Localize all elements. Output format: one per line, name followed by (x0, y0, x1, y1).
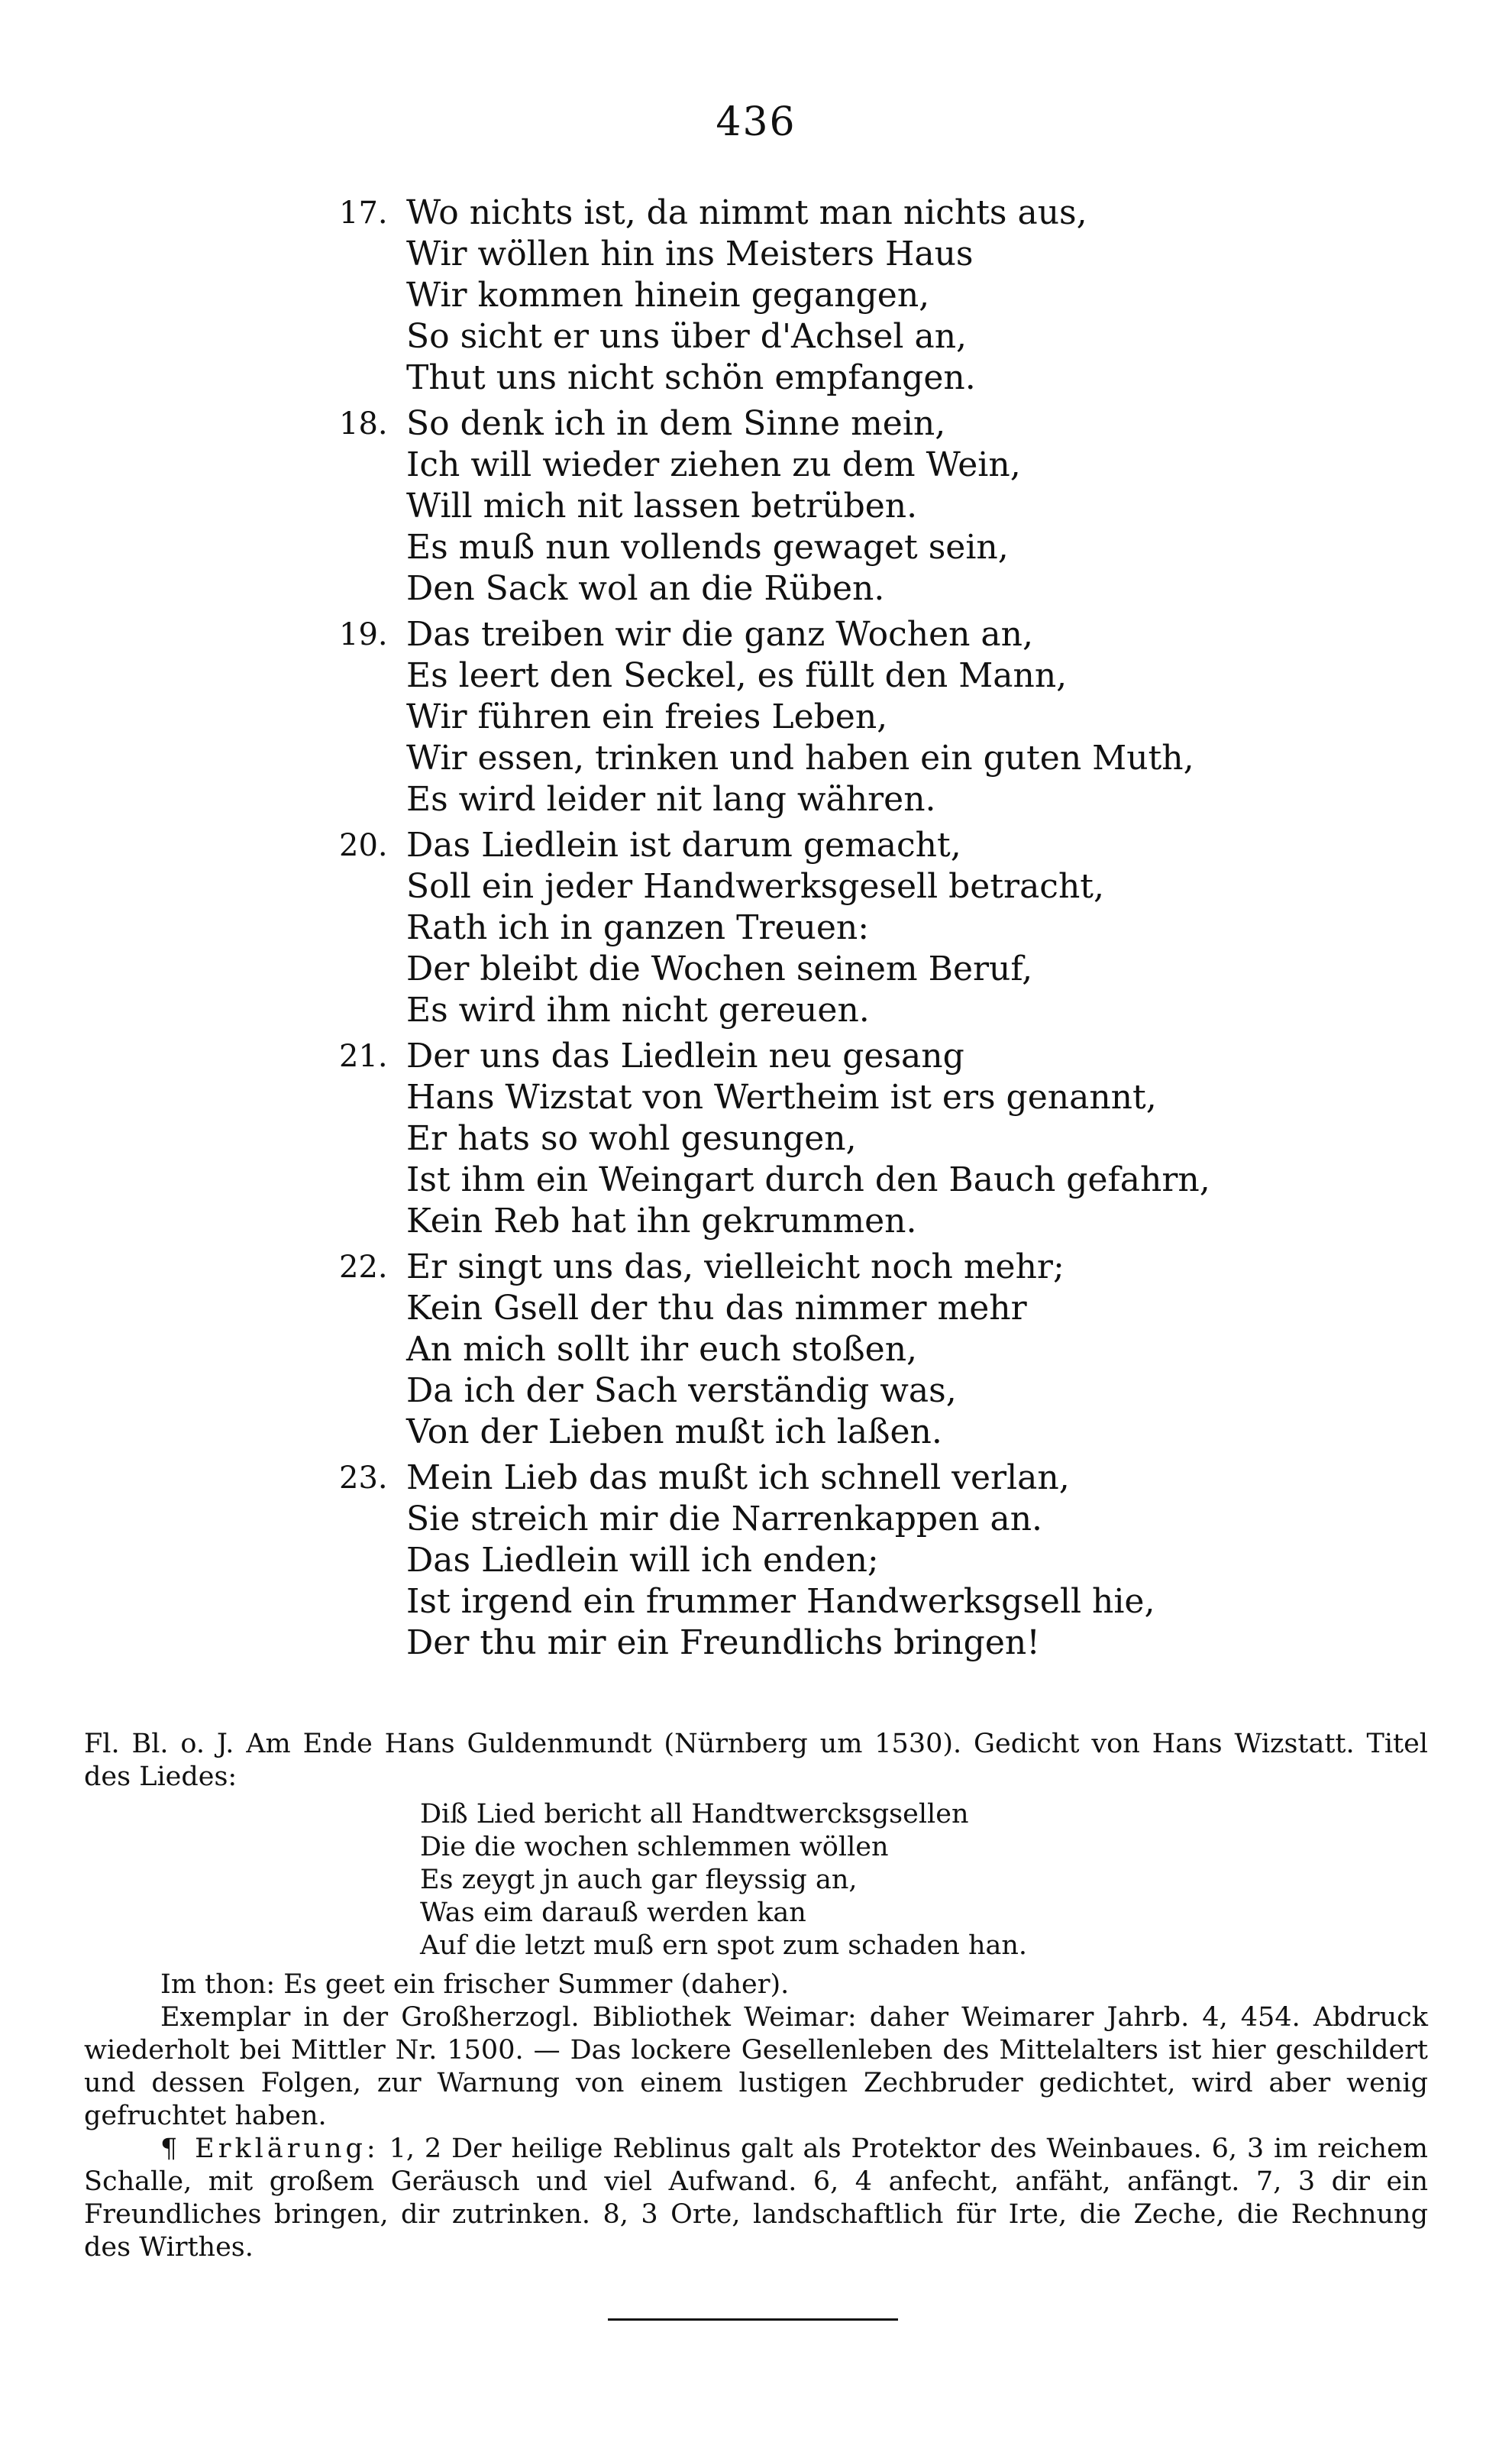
explanation-note (84, 2133, 1428, 2264)
verse-line: Das Liedlein will ich enden; (406, 1541, 879, 1580)
verse-line: Ich will wieder ziehen zu dem Wein, (406, 445, 1021, 484)
explanation-text: 1, 2 Der heilige Reblinus galt als Protektor des Weinbaues. 6, 3 im reichem Schalle, mit großem Geräusch und viel Aufwand. 6, 4 anfecht, anfäht, anfängt. 7, 3 dir ein Freundliches bringen, dir zutrinken. 8, 3 Orte, landschaftlich für Irte, die Zeche, die Rechnung des Wirthes. (84, 2134, 1428, 2263)
verse-line: Wir wöllen hin ins Meisters Haus (406, 235, 974, 273)
verse-line: Es wird ihm nicht gereuen. (406, 991, 870, 1030)
verse-line: Es wird leider nit lang währen. (406, 780, 936, 819)
exemplar-note: Exemplar in der Großherzogl. Bibliothek Weimar: daher Weimarer Jahrb. 4, 454. Abdruck wiederholt bei Mittler Nr. 1500. — Das lockere Gesellenleben des Mittelalters ist hier geschildert und dessen Folgen, zur Warnung von einem lustigen Zechbruder gedichtet, wird aber wenig gefruchtet haben. (84, 2002, 1428, 2131)
verse-line: 19. Das treiben wir die ganz Wochen an, (339, 615, 1033, 654)
title-line: Auf die letzt muß ern spot zum schaden han. (420, 1930, 1028, 1961)
tune-note: Im thon: Es geet ein frischer Summer (daher). (160, 1969, 790, 2000)
verse-line: 23. Mein Lieb das mußt ich schnell verlan, (339, 1458, 1070, 1497)
song-title-block (84, 1798, 1428, 1962)
page-number: 436 (716, 99, 796, 145)
stanza-number: 23. (339, 1461, 388, 1496)
verse-line: Rath ich in ganzen Treuen: (406, 908, 870, 947)
verse-line: An mich sollt ihr euch stoßen, (406, 1330, 918, 1369)
stanza-number: 18. (339, 406, 388, 442)
verse-line: So sicht er uns über d'Achsel an, (406, 317, 968, 356)
verse-line: 21. Der uns das Liedlein neu gesang (339, 1037, 964, 1076)
title-line: Was eim darauß werden kan (420, 1897, 806, 1928)
stanza-17 (339, 192, 1286, 399)
title-line: Es zeygt jn auch gar fleyssig an, (420, 1865, 858, 1895)
stanza-number: 21. (339, 1039, 388, 1074)
verse-line: 17. Wo nichts ist, da nimmt man nichts aus, (339, 193, 1087, 232)
stanza-22 (339, 1247, 1286, 1453)
stanza-18 (339, 403, 1286, 610)
verse-line: Ist ihm ein Weingart durch den Bauch gefahrn, (406, 1160, 1210, 1199)
verse-line: Von der Lieben mußt ich laßen. (406, 1412, 942, 1451)
verse-line: Wir führen ein freies Leben, (406, 697, 888, 736)
verse-line: Den Sack wol an die Rüben. (406, 569, 885, 608)
verse-line: Da ich der Sach verständig was, (406, 1371, 957, 1410)
verse-line: Wir essen, trinken und haben ein guten Muth, (406, 739, 1194, 778)
verse-line: Der bleibt die Wochen seinem Beruf, (406, 950, 1033, 988)
verse-line: Es muß nun vollends gewaget sein, (406, 528, 1009, 567)
stanza-number: 20. (339, 828, 388, 863)
stanza-20 (339, 825, 1286, 1031)
poem-verses (339, 192, 1286, 1668)
stanza-number: 19. (339, 617, 388, 652)
stanza-21 (339, 1036, 1286, 1242)
stanza-23 (339, 1457, 1286, 1664)
stanza-number: 17. (339, 196, 388, 231)
verse-line: Der thu mir ein Freundlichs bringen! (406, 1623, 1040, 1662)
verse-line: Er hats so wohl gesungen, (406, 1119, 857, 1158)
closing-rule (608, 2318, 898, 2321)
title-line: Diß Lied bericht all Handtwercksgsellen (420, 1799, 969, 1829)
source-note: Fl. Bl. o. J. Am Ende Hans Guldenmundt (Nürnberg um 1530). Gedicht von Hans Wizstatt. Titel des Liedes: (84, 1729, 1428, 1792)
editorial-notes (84, 1728, 1428, 2264)
verse-line: Thut uns nicht schön empfangen. (406, 358, 976, 397)
verse-line: Kein Reb hat ihn gekrummen. (406, 1202, 917, 1241)
verse-line: 20. Das Liedlein ist darum gemacht, (339, 826, 961, 865)
verse-line: 18. So denk ich in dem Sinne mein, (339, 404, 946, 443)
verse-line: Will mich nit lassen betrüben. (406, 487, 918, 526)
verse-line: Hans Wizstat von Wertheim ist ers genannt, (406, 1078, 1157, 1117)
explanation-label: ¶ Erklärung: (160, 2134, 380, 2164)
verse-line: Kein Gsell der thu das nimmer mehr (406, 1289, 1027, 1328)
title-line: Die die wochen schlemmen wöllen (420, 1832, 889, 1862)
verse-line: 22. Er singt uns das, vielleicht noch mehr; (339, 1247, 1065, 1286)
verse-line: Es leert den Seckel, es füllt den Mann, (406, 656, 1068, 695)
stanza-19 (339, 614, 1286, 820)
verse-line: Ist irgend ein frummer Handwerksgsell hie, (406, 1582, 1155, 1621)
verse-line: Sie streich mir die Narrenkappen an. (406, 1499, 1043, 1538)
verse-line: Soll ein jeder Handwerksgesell betracht, (406, 867, 1104, 906)
verse-line: Wir kommen hinein gegangen, (406, 276, 930, 315)
stanza-number: 22. (339, 1250, 388, 1285)
